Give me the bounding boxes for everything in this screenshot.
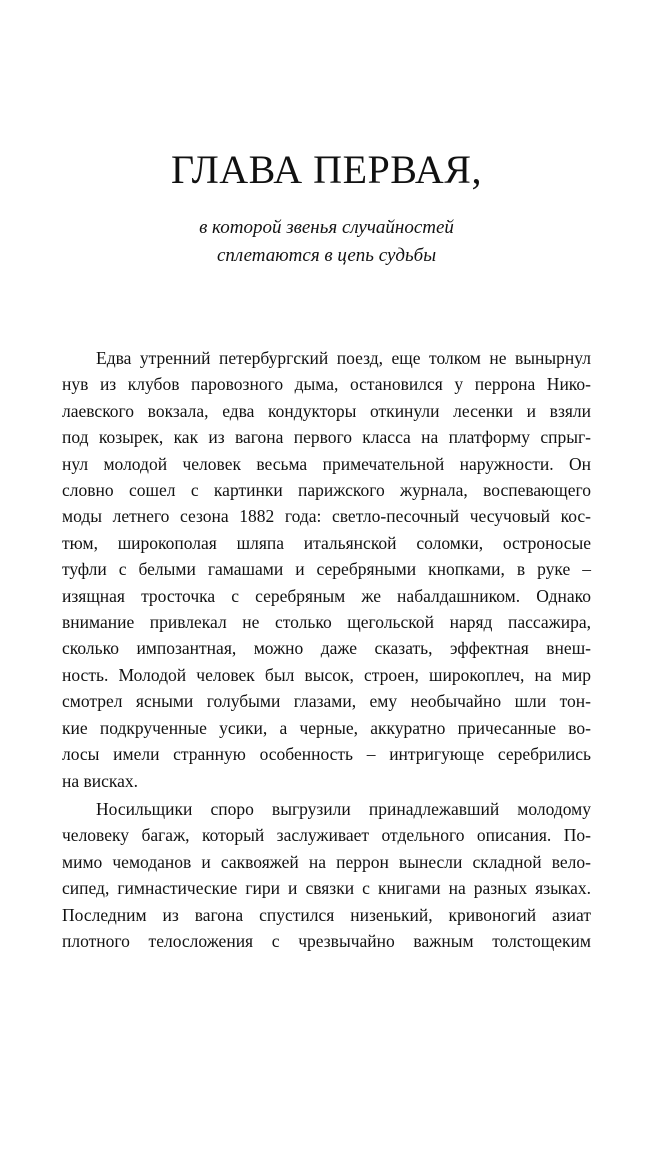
subtitle-line: в которой звенья случайностей xyxy=(199,217,454,238)
text-line: лаевского вокзала, едва кондукторы откинули лесенки и взяли xyxy=(62,400,591,421)
text-line: плотного телосложения с чрезвычайно важным толстощеким xyxy=(62,930,591,951)
book-page xyxy=(0,147,666,1150)
text-line: моды летнего сезона 1882 года: светло-песочный чесучовый кос- xyxy=(62,506,591,527)
text-line: тюм, широкополая шляпа итальянской соломки, остроносые xyxy=(62,532,591,553)
paragraph xyxy=(62,345,591,794)
text-line: нул молодой человек весьма примечательной наружности. Он xyxy=(62,453,591,474)
text-line: на висках. xyxy=(62,770,139,791)
text-line: Носильщики споро выгрузили принадлежавший молодому xyxy=(96,798,591,819)
subtitle-line: сплетаются в цепь судьбы xyxy=(216,245,437,266)
text-line: словно сошел с картинки парижского журнала, воспевающего xyxy=(62,480,591,501)
text-line: внимание привлекал не столько щегольской наряд пассажира, xyxy=(62,612,591,633)
text-line: лосы имели странную особенность – интригующе серебрились xyxy=(62,744,591,765)
text-line: туфли с белыми гамашами и серебряными кнопками, в руке – xyxy=(62,559,591,580)
text-line: ность. Молодой человек был высок, строен, широкоплеч, на мир xyxy=(62,664,591,685)
text-line: сипед, гимнастические гири и связки с книгами на разных языках. xyxy=(62,878,591,899)
text-line: мимо чемоданов и саквояжей на перрон вынесли складной вело- xyxy=(62,851,591,872)
chapter-title: ГЛАВА ПЕРВАЯ, xyxy=(171,147,482,192)
text-line: Едва утренний петербургский поезд, еще толком не вынырнул xyxy=(96,348,591,368)
chapter-body xyxy=(62,345,591,954)
text-line: нув из клубов паровозного дыма, остановился у перрона Нико- xyxy=(62,374,591,395)
text-line: кие подкрученные усики, а черные, аккуратно причесанные во- xyxy=(62,717,591,738)
text-line: под козырек, как из вагона первого класса на платформу спрыг- xyxy=(62,427,591,448)
text-line: человеку багаж, который заслуживает отдельного описания. По- xyxy=(62,825,591,846)
text-line: Последним из вагона спустился низенький, кривоногий азиат xyxy=(62,904,591,925)
paragraph xyxy=(62,796,591,954)
text-line: смотрел ясными голубыми глазами, ему необычайно шли тон- xyxy=(62,691,591,712)
text-line: изящная тросточка с серебряным же набалдашником. Однако xyxy=(62,585,591,606)
chapter-subtitle xyxy=(62,214,591,270)
text-line: сколько импозантная, можно даже сказать, эффектная внеш- xyxy=(62,638,591,659)
